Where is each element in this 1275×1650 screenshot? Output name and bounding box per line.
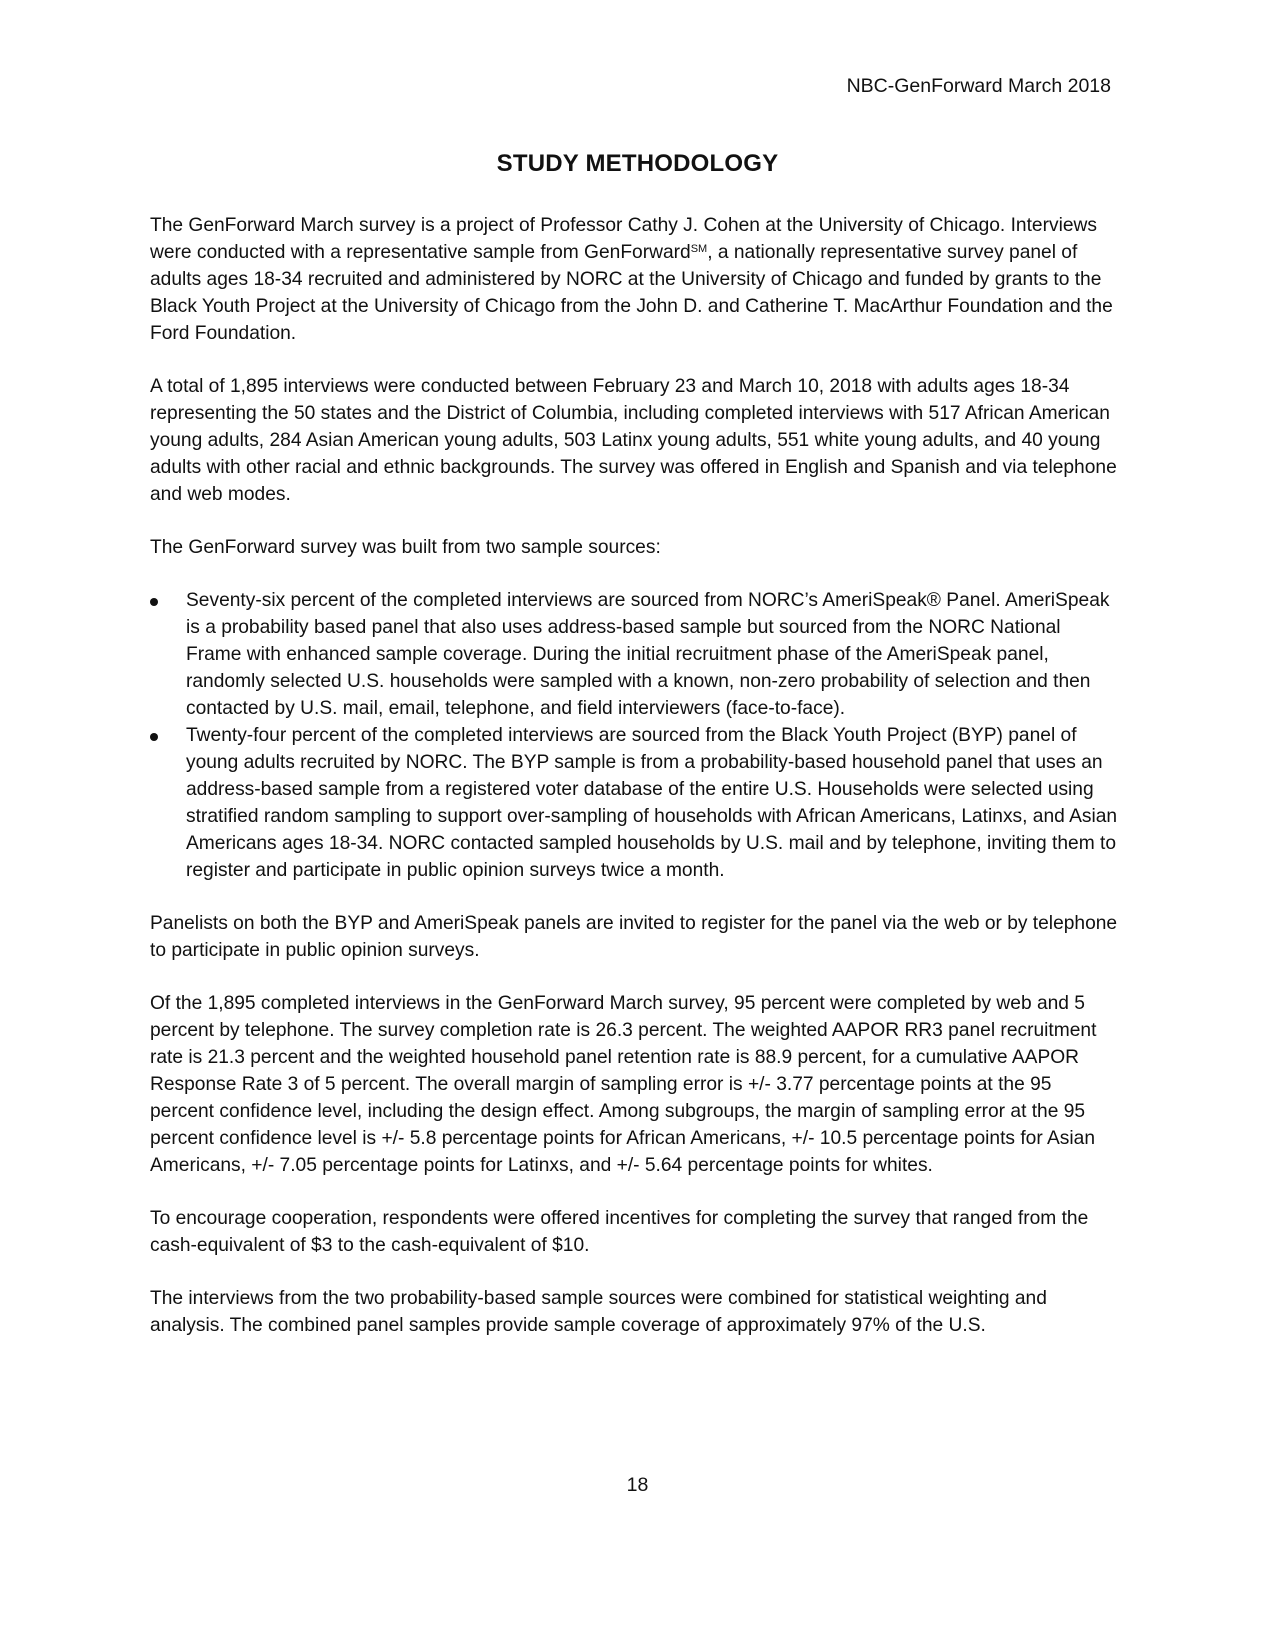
paragraph-weighting: The interviews from the two probability-based sample sources were combined for statistical weighting and analysis. The combined panel samples provide sample coverage of approximately 97% of the U.S. xyxy=(150,1288,1047,1336)
service-mark: SM xyxy=(690,243,708,255)
paragraph-response-rates: Of the 1,895 completed interviews in the GenForward March survey, 95 percent were completed by web and 5 percent by telephone. The survey completion rate is 26.3 percent. The weighted AAPOR RR3 panel recruitment rate is 21.3 percent and the weighted household panel retention rate is 88.9 percent, for a cumulative AAPOR Response Rate 3 of 5 percent. The overall margin of sampling error is +/- 3.77 percentage points at the 95 percent confidence level, including the design effect. Among subgroups, the margin of sampling error at the 95 percent confidence level is +/- 5.8 percentage points for African Americans, +/- 10.5 percentage points for Asian Americans, +/- 7.05 percentage points for Latinxs, and +/- 5.64 percentage points for whites. xyxy=(150,993,1097,1176)
running-header: NBC-GenForward March 2018 xyxy=(846,75,1111,97)
bullet-icon xyxy=(150,598,158,606)
paragraph-sources-intro: The GenForward survey was built from two sample sources: xyxy=(150,537,661,558)
paragraph-intro-part-2: , a nationally representative survey panel of adults ages 18-34 recruited and administered by NORC at the University of Chicago and funded by grants to the Black Youth Project at the University of Chicago from the John D. and Catherine T. MacArthur Foundation and the Ford Foundation. xyxy=(150,242,1113,344)
list-item-text: Twenty-four percent of the completed interviews are sourced from the Black Youth Project (BYP) panel of young adults recruited by NORC. The BYP sample is from a probability-based household panel that uses an address-based sample from a registered voter database of the entire U.S. Households were selected using stratified random sampling to support over-sampling of households with African Americans, Latinxs, and Asian Americans ages 18-34. NORC contacted sampled households by U.S. mail and by telephone, inviting them to register and participate in public opinion surveys twice a month. xyxy=(186,725,1118,881)
paragraph-intro-part-1: The GenForward March survey is a project of Professor Cathy J. Cohen at the University of Chicago. Interviews were conducted with a representative sample from GenForward xyxy=(150,215,1097,263)
list-item xyxy=(150,587,1118,722)
list-item-text: Seventy-six percent of the completed interviews are sourced from NORC’s AmeriSpeak® Panel. AmeriSpeak is a probability based panel that also uses address-based sample but sourced from the NORC National Frame with enhanced sample coverage. During the initial recruitment phase of the AmeriSpeak panel, randomly selected U.S. households were sampled with a known, non-zero probability of selection and then contacted by U.S. mail, email, telephone, and field interviewers (face-to-face). xyxy=(186,590,1110,719)
page-title: STUDY METHODOLOGY xyxy=(496,150,779,177)
bullet-icon xyxy=(150,733,158,741)
paragraph-panelists: Panelists on both the BYP and AmeriSpeak panels are invited to register for the panel via the web or by telephone to participate in public opinion surveys. xyxy=(150,913,1118,961)
body-text xyxy=(150,212,1118,1365)
sample-sources-list xyxy=(150,587,1118,884)
paragraph-incentives: To encourage cooperation, respondents were offered incentives for completing the survey that ranged from the cash-equivalent of $3 to the cash-equivalent of $10. xyxy=(150,1208,1089,1256)
paragraph-sample: A total of 1,895 interviews were conducted between February 23 and March 10, 2018 with adults ages 18-34 representing the 50 states and the District of Columbia, including completed interviews with 517 African American young adults, 284 Asian American young adults, 503 Latinx young adults, 551 white young adults, and 40 young adults with other racial and ethnic backgrounds. The survey was offered in English and Spanish and via telephone and web modes. xyxy=(150,376,1117,505)
list-item xyxy=(150,722,1118,884)
page-number: 18 xyxy=(626,1474,649,1496)
paragraph-intro xyxy=(150,212,1118,347)
